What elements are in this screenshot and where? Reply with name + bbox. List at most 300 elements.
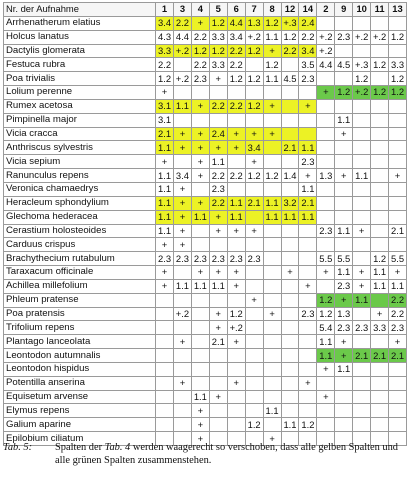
- cover-value-cell: 2.2: [209, 196, 227, 210]
- cover-value-cell: [245, 390, 263, 404]
- cover-value-cell: [191, 86, 209, 100]
- cover-value-cell: 2.1: [389, 349, 407, 363]
- cover-value-cell: +: [227, 376, 245, 390]
- cover-value-cell: 2.2: [227, 44, 245, 58]
- table-row: [4, 390, 407, 404]
- cover-value-cell: +: [245, 293, 263, 307]
- cover-value-cell: 4.4: [227, 16, 245, 30]
- cover-value-cell: 3.2: [281, 196, 299, 210]
- cover-value-cell: 1.1: [299, 210, 317, 224]
- cover-value-cell: 1.2: [245, 44, 263, 58]
- cover-value-cell: [335, 99, 353, 113]
- cover-value-cell: [353, 307, 371, 321]
- cover-value-cell: 2.3: [299, 307, 317, 321]
- cover-value-cell: 2.1: [156, 127, 174, 141]
- cover-value-cell: 4.3: [156, 30, 174, 44]
- species-name: Epilobium ciliatum: [4, 432, 156, 446]
- cover-value-cell: 1.1: [173, 99, 191, 113]
- cover-value-cell: [245, 404, 263, 418]
- column-number: 13: [389, 3, 407, 17]
- cover-value-cell: 1.1: [335, 266, 353, 280]
- cover-value-cell: +.2: [173, 307, 191, 321]
- column-number: 14: [299, 3, 317, 17]
- column-number: 9: [335, 3, 353, 17]
- cover-value-cell: +: [173, 376, 191, 390]
- cover-value-cell: +: [209, 321, 227, 335]
- cover-value-cell: [317, 113, 335, 127]
- cover-value-cell: 3.4: [299, 44, 317, 58]
- cover-value-cell: [245, 321, 263, 335]
- cover-value-cell: [156, 293, 174, 307]
- cover-value-cell: [227, 362, 245, 376]
- cover-value-cell: +: [389, 169, 407, 183]
- cover-value-cell: [191, 224, 209, 238]
- cover-value-cell: 3.3: [156, 44, 174, 58]
- cover-value-cell: [281, 279, 299, 293]
- column-number: 1: [156, 3, 174, 17]
- cover-value-cell: +: [209, 72, 227, 86]
- cover-value-cell: [263, 279, 281, 293]
- cover-value-cell: 1.1: [371, 266, 389, 280]
- cover-value-cell: [209, 113, 227, 127]
- cover-value-cell: [156, 307, 174, 321]
- cover-value-cell: [263, 335, 281, 349]
- cover-value-cell: 1.1: [263, 404, 281, 418]
- cover-value-cell: +: [173, 335, 191, 349]
- cover-value-cell: [191, 321, 209, 335]
- header-row: [4, 3, 407, 17]
- cover-value-cell: +: [371, 307, 389, 321]
- table-row: [4, 44, 407, 58]
- species-name: Festuca rubra: [4, 58, 156, 72]
- cover-value-cell: +: [299, 169, 317, 183]
- table-row: [4, 266, 407, 280]
- cover-value-cell: 2.2: [227, 169, 245, 183]
- cover-value-cell: [227, 182, 245, 196]
- cover-value-cell: [371, 293, 389, 307]
- cover-value-cell: +: [191, 266, 209, 280]
- cover-value-cell: [263, 349, 281, 363]
- cover-value-cell: [156, 390, 174, 404]
- species-name: Dactylis glomerata: [4, 44, 156, 58]
- cover-value-cell: 2.1: [299, 196, 317, 210]
- cover-value-cell: [227, 390, 245, 404]
- species-name: Vicia sepium: [4, 155, 156, 169]
- cover-value-cell: [173, 293, 191, 307]
- cover-value-cell: 1.1: [263, 72, 281, 86]
- cover-value-cell: [389, 362, 407, 376]
- table-row: [4, 141, 407, 155]
- species-name: Lolium perenne: [4, 86, 156, 100]
- cover-value-cell: [317, 127, 335, 141]
- cover-value-cell: [353, 210, 371, 224]
- cover-value-cell: [263, 252, 281, 266]
- cover-value-cell: 1.2: [281, 30, 299, 44]
- cover-value-cell: [191, 349, 209, 363]
- cover-value-cell: [371, 182, 389, 196]
- cover-value-cell: [209, 418, 227, 432]
- cover-value-cell: 1.2: [317, 307, 335, 321]
- cover-value-cell: 2.2: [191, 58, 209, 72]
- cover-value-cell: [371, 16, 389, 30]
- cover-value-cell: [335, 390, 353, 404]
- cover-value-cell: [353, 141, 371, 155]
- cover-value-cell: [191, 182, 209, 196]
- cover-value-cell: +: [389, 266, 407, 280]
- cover-value-cell: [335, 376, 353, 390]
- cover-value-cell: +: [335, 169, 353, 183]
- cover-value-cell: 5.4: [317, 321, 335, 335]
- cover-value-cell: [389, 418, 407, 432]
- table-row: [4, 30, 407, 44]
- cover-value-cell: [281, 349, 299, 363]
- cover-value-cell: 1.1: [317, 349, 335, 363]
- cover-value-cell: [317, 182, 335, 196]
- cover-value-cell: [335, 418, 353, 432]
- cover-value-cell: [353, 99, 371, 113]
- cover-value-cell: [371, 224, 389, 238]
- cover-value-cell: [317, 99, 335, 113]
- cover-value-cell: 1.1: [263, 196, 281, 210]
- cover-value-cell: 1.1: [335, 224, 353, 238]
- cover-value-cell: 4.5: [281, 72, 299, 86]
- cover-value-cell: 2.3: [299, 155, 317, 169]
- cover-value-cell: 3.3: [209, 30, 227, 44]
- cover-value-cell: [299, 252, 317, 266]
- table-row: [4, 58, 407, 72]
- cover-value-cell: [227, 418, 245, 432]
- table-row: [4, 16, 407, 30]
- cover-value-cell: [389, 182, 407, 196]
- species-name: Anthriscus sylvestris: [4, 141, 156, 155]
- cover-value-cell: [209, 376, 227, 390]
- cover-value-cell: [209, 293, 227, 307]
- cover-value-cell: [389, 127, 407, 141]
- cover-value-cell: 2.3: [335, 321, 353, 335]
- cover-value-cell: 2.2: [227, 58, 245, 72]
- species-name: Brachythecium rutabulum: [4, 252, 156, 266]
- cover-value-cell: [353, 16, 371, 30]
- cover-value-cell: 3.4: [227, 30, 245, 44]
- cover-value-cell: [299, 238, 317, 252]
- cover-value-cell: +: [227, 224, 245, 238]
- cover-value-cell: 1.4: [281, 169, 299, 183]
- cover-value-cell: [245, 58, 263, 72]
- cover-value-cell: [281, 321, 299, 335]
- species-name: Potentilla anserina: [4, 376, 156, 390]
- cover-value-cell: +: [191, 99, 209, 113]
- cover-value-cell: 2.3: [389, 321, 407, 335]
- cover-value-cell: [299, 293, 317, 307]
- cover-value-cell: [317, 404, 335, 418]
- cover-value-cell: [353, 376, 371, 390]
- cover-value-cell: [335, 16, 353, 30]
- cover-value-cell: +.2: [173, 72, 191, 86]
- cover-value-cell: +.2: [245, 30, 263, 44]
- cover-value-cell: 2.2: [156, 58, 174, 72]
- cover-value-cell: 1.2: [191, 44, 209, 58]
- table-row: [4, 196, 407, 210]
- cover-value-cell: 5.5: [389, 252, 407, 266]
- cover-value-cell: [389, 99, 407, 113]
- cover-value-cell: [389, 404, 407, 418]
- cover-value-cell: [173, 58, 191, 72]
- cover-value-cell: +: [173, 141, 191, 155]
- cover-value-cell: 2.2: [299, 30, 317, 44]
- cover-value-cell: 2.1: [245, 196, 263, 210]
- cover-value-cell: [156, 404, 174, 418]
- cover-value-cell: 3.4: [173, 169, 191, 183]
- cover-value-cell: 2.2: [209, 99, 227, 113]
- cover-value-cell: 1.1: [191, 210, 209, 224]
- cover-value-cell: +: [353, 224, 371, 238]
- cover-value-cell: [335, 182, 353, 196]
- cover-value-cell: +: [263, 307, 281, 321]
- caption-text-start: Spalten der: [55, 442, 105, 453]
- cover-value-cell: 1.1: [156, 210, 174, 224]
- cover-value-cell: 2.2: [389, 293, 407, 307]
- cover-value-cell: 3.3: [389, 58, 407, 72]
- cover-value-cell: +: [173, 238, 191, 252]
- species-name: Holcus lanatus: [4, 30, 156, 44]
- cover-value-cell: [245, 182, 263, 196]
- cover-value-cell: 3.1: [156, 113, 174, 127]
- cover-value-cell: +: [191, 155, 209, 169]
- species-name: Plantago lanceolata: [4, 335, 156, 349]
- cover-value-cell: [389, 210, 407, 224]
- species-name: Veronica chamaedrys: [4, 182, 156, 196]
- cover-value-cell: [191, 362, 209, 376]
- cover-value-cell: [263, 321, 281, 335]
- cover-value-cell: [209, 404, 227, 418]
- cover-value-cell: [371, 141, 389, 155]
- cover-value-cell: [371, 127, 389, 141]
- cover-value-cell: 1.2: [371, 86, 389, 100]
- table-row: [4, 224, 407, 238]
- cover-value-cell: [281, 362, 299, 376]
- cover-value-cell: +: [227, 127, 245, 141]
- species-name: Glechoma hederacea: [4, 210, 156, 224]
- cover-value-cell: 1.1: [281, 210, 299, 224]
- caption-text-end: werden waagerecht so verschoben, dass alle gelben Spalten und alle grünen Spalten zusammenstehen.: [55, 442, 399, 466]
- cover-value-cell: +.2: [317, 44, 335, 58]
- species-name: Heracleum sphondylium: [4, 196, 156, 210]
- cover-value-cell: [389, 376, 407, 390]
- cover-value-cell: [245, 335, 263, 349]
- cover-value-cell: [317, 238, 335, 252]
- cover-value-cell: [156, 349, 174, 363]
- table-row: [4, 307, 407, 321]
- cover-value-cell: [191, 238, 209, 252]
- cover-value-cell: [156, 362, 174, 376]
- cover-value-cell: +: [263, 432, 281, 446]
- cover-value-cell: +.2: [353, 30, 371, 44]
- cover-value-cell: [245, 362, 263, 376]
- cover-value-cell: [227, 113, 245, 127]
- cover-value-cell: [353, 238, 371, 252]
- species-name: Galium aparine: [4, 418, 156, 432]
- cover-value-cell: [371, 390, 389, 404]
- cover-value-cell: 3.3: [371, 321, 389, 335]
- cover-value-cell: [299, 404, 317, 418]
- column-number: 12: [281, 3, 299, 17]
- table-caption: [3, 442, 407, 467]
- cover-value-cell: [263, 362, 281, 376]
- cover-value-cell: 1.1: [173, 279, 191, 293]
- cover-value-cell: 1.1: [156, 141, 174, 155]
- cover-value-cell: 1.1: [281, 418, 299, 432]
- cover-value-cell: +: [317, 390, 335, 404]
- cover-value-cell: +.3: [281, 16, 299, 30]
- cover-value-cell: +: [335, 127, 353, 141]
- cover-value-cell: +: [299, 279, 317, 293]
- cover-value-cell: [389, 141, 407, 155]
- cover-value-cell: [209, 362, 227, 376]
- table-row: [4, 252, 407, 266]
- cover-value-cell: 2.3: [353, 321, 371, 335]
- cover-value-cell: 2.2: [191, 30, 209, 44]
- cover-value-cell: [299, 335, 317, 349]
- vegetation-table-container: [3, 2, 407, 446]
- cover-value-cell: [353, 44, 371, 58]
- cover-value-cell: [281, 182, 299, 196]
- cover-value-cell: 5.5: [335, 252, 353, 266]
- caption-table-reference: Tab. 4: [104, 442, 131, 453]
- species-name: Elymus repens: [4, 404, 156, 418]
- species-name: Achillea millefolium: [4, 279, 156, 293]
- cover-value-cell: [317, 418, 335, 432]
- cover-value-cell: [281, 155, 299, 169]
- cover-value-cell: 1.1: [227, 210, 245, 224]
- cover-value-cell: [299, 113, 317, 127]
- table-row: [4, 113, 407, 127]
- cover-value-cell: +: [191, 127, 209, 141]
- column-number: 7: [245, 3, 263, 17]
- cover-value-cell: [335, 72, 353, 86]
- cover-value-cell: 1.2: [371, 252, 389, 266]
- cover-value-cell: [227, 293, 245, 307]
- cover-value-cell: [281, 404, 299, 418]
- table-row: [4, 376, 407, 390]
- cover-value-cell: +.2: [227, 321, 245, 335]
- cover-value-cell: 1.1: [263, 30, 281, 44]
- cover-value-cell: [263, 182, 281, 196]
- table-row: [4, 86, 407, 100]
- cover-value-cell: 1.3: [335, 307, 353, 321]
- cover-value-cell: [353, 418, 371, 432]
- species-name: Pimpinella major: [4, 113, 156, 127]
- cover-value-cell: 1.1: [156, 169, 174, 183]
- cover-value-cell: +.2: [173, 44, 191, 58]
- cover-value-cell: [227, 349, 245, 363]
- cover-value-cell: [335, 141, 353, 155]
- cover-value-cell: [371, 72, 389, 86]
- cover-value-cell: 2.3: [209, 252, 227, 266]
- cover-value-cell: [353, 113, 371, 127]
- species-name: Poa trivialis: [4, 72, 156, 86]
- cover-value-cell: [191, 376, 209, 390]
- cover-value-cell: [371, 238, 389, 252]
- cover-value-cell: 1.2: [371, 58, 389, 72]
- cover-value-cell: +: [245, 224, 263, 238]
- cover-value-cell: 1.3: [245, 16, 263, 30]
- column-number: 6: [227, 3, 245, 17]
- cover-value-cell: [371, 376, 389, 390]
- cover-value-cell: [209, 349, 227, 363]
- cover-value-cell: [281, 113, 299, 127]
- column-number: 10: [353, 3, 371, 17]
- cover-value-cell: [245, 307, 263, 321]
- cover-value-cell: +: [191, 141, 209, 155]
- cover-value-cell: [263, 86, 281, 100]
- column-number: 11: [371, 3, 389, 17]
- cover-value-cell: [156, 376, 174, 390]
- cover-value-cell: [263, 141, 281, 155]
- cover-value-cell: [191, 293, 209, 307]
- table-row: [4, 293, 407, 307]
- cover-value-cell: +: [317, 266, 335, 280]
- cover-value-cell: 1.2: [245, 169, 263, 183]
- cover-value-cell: [191, 113, 209, 127]
- cover-value-cell: 2.3: [191, 72, 209, 86]
- cover-value-cell: [173, 113, 191, 127]
- cover-value-cell: [245, 238, 263, 252]
- cover-value-cell: [389, 196, 407, 210]
- cover-value-cell: [156, 335, 174, 349]
- cover-value-cell: +: [156, 279, 174, 293]
- cover-value-cell: [245, 86, 263, 100]
- cover-value-cell: [371, 99, 389, 113]
- caption-label: Tab. 5:: [3, 442, 33, 453]
- cover-value-cell: +: [335, 335, 353, 349]
- cover-value-cell: 1.1: [209, 155, 227, 169]
- table-row: [4, 335, 407, 349]
- cover-value-cell: [227, 238, 245, 252]
- cover-value-cell: 2.3: [156, 252, 174, 266]
- cover-value-cell: [227, 155, 245, 169]
- cover-value-cell: 1.1: [209, 279, 227, 293]
- cover-value-cell: [371, 169, 389, 183]
- cover-value-cell: [173, 390, 191, 404]
- cover-value-cell: 1.1: [191, 390, 209, 404]
- cover-value-cell: +: [173, 127, 191, 141]
- cover-value-cell: [335, 44, 353, 58]
- cover-value-cell: 1.1: [263, 210, 281, 224]
- cover-value-cell: 5.5: [317, 252, 335, 266]
- table-row: [4, 404, 407, 418]
- cover-value-cell: +: [263, 127, 281, 141]
- species-name: Leontodon hispidus: [4, 362, 156, 376]
- cover-value-cell: +: [353, 266, 371, 280]
- cover-value-cell: [245, 279, 263, 293]
- cover-value-cell: +: [335, 349, 353, 363]
- cover-value-cell: 2.3: [191, 252, 209, 266]
- cover-value-cell: +: [173, 210, 191, 224]
- cover-value-cell: [156, 418, 174, 432]
- header-label: Nr. der Aufnahme: [4, 3, 156, 17]
- cover-value-cell: 1.1: [227, 196, 245, 210]
- cover-value-cell: +: [191, 404, 209, 418]
- cover-value-cell: 1.1: [353, 293, 371, 307]
- cover-value-cell: +: [209, 210, 227, 224]
- cover-value-cell: [353, 362, 371, 376]
- cover-value-cell: +.2: [371, 30, 389, 44]
- cover-value-cell: +: [281, 266, 299, 280]
- species-name: Rumex acetosa: [4, 99, 156, 113]
- cover-value-cell: +: [173, 224, 191, 238]
- species-name: Phleum pratense: [4, 293, 156, 307]
- cover-value-cell: +: [191, 432, 209, 446]
